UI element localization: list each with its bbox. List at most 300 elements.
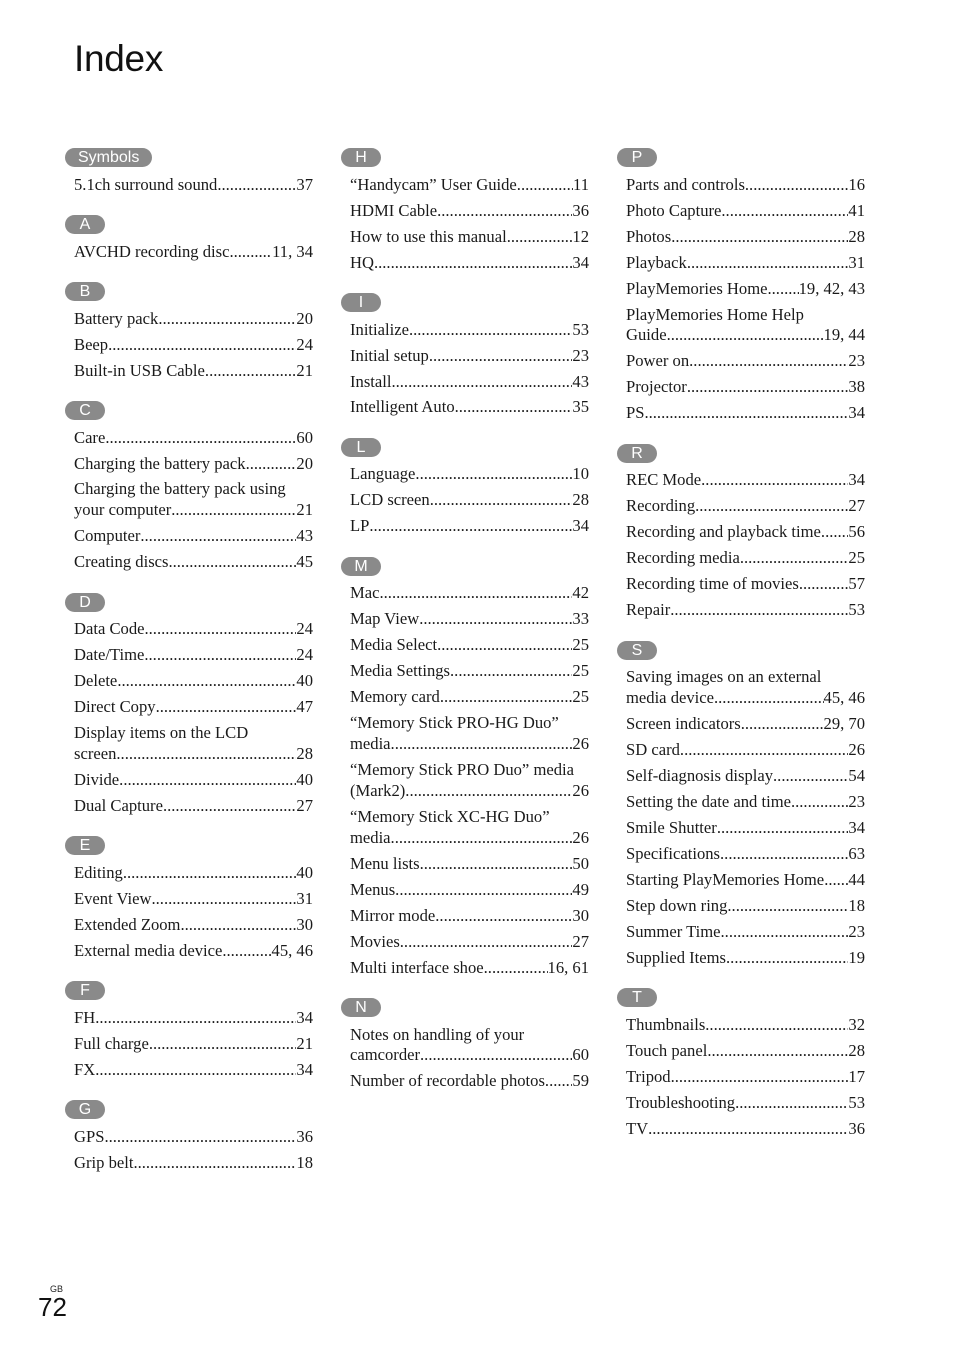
entry-term: PlayMemories Home bbox=[626, 278, 768, 298]
dot-leader bbox=[369, 516, 572, 537]
section-letter-badge: Symbols bbox=[65, 148, 152, 167]
dot-leader bbox=[391, 372, 572, 393]
entry-page-ref: 26 bbox=[572, 827, 589, 847]
dot-leader bbox=[745, 175, 849, 196]
entry-page-ref: 41 bbox=[848, 200, 865, 220]
dot-leader bbox=[140, 526, 296, 547]
entry-list bbox=[617, 172, 865, 427]
dot-leader bbox=[419, 609, 572, 630]
entry-list bbox=[341, 581, 589, 981]
entry-page-ref: 49 bbox=[572, 879, 589, 899]
dot-leader bbox=[821, 522, 848, 543]
dot-leader bbox=[484, 958, 548, 979]
entry-term: “Handycam” User Guide bbox=[350, 174, 517, 194]
entry-page-ref: 56 bbox=[848, 522, 865, 542]
section-letter-badge: B bbox=[65, 282, 105, 301]
index-entry bbox=[74, 767, 313, 793]
entry-term: Touch panel bbox=[626, 1040, 708, 1060]
entry-term: Language bbox=[350, 464, 416, 484]
index-entry bbox=[626, 520, 865, 546]
entry-page-ref: 50 bbox=[572, 853, 589, 873]
section-letter-badge: A bbox=[65, 215, 105, 234]
entry-page-ref: 57 bbox=[848, 574, 865, 594]
dot-leader bbox=[374, 253, 572, 274]
dot-leader bbox=[391, 828, 573, 849]
dot-leader bbox=[108, 335, 296, 356]
dot-leader bbox=[430, 490, 573, 511]
index-entry bbox=[626, 302, 865, 349]
entry-page-ref: 25 bbox=[572, 635, 589, 655]
entry-list bbox=[341, 1022, 589, 1095]
section-letter-badge: G bbox=[65, 1100, 105, 1119]
entry-page-ref: 26 bbox=[572, 734, 589, 754]
section-letter-badge: L bbox=[341, 438, 381, 457]
entry-page-ref: 36 bbox=[848, 1118, 865, 1138]
index-entry bbox=[350, 633, 589, 659]
section-letter-badge: D bbox=[65, 593, 105, 612]
entry-page-ref: 28 bbox=[848, 226, 865, 246]
index-entry bbox=[350, 224, 589, 250]
dot-leader bbox=[205, 361, 296, 382]
entry-term: Starting PlayMemories Home bbox=[626, 869, 825, 889]
entry-list bbox=[65, 239, 313, 265]
entry-term: Grip belt bbox=[74, 1152, 134, 1172]
entry-term: TV bbox=[626, 1118, 649, 1138]
index-section bbox=[617, 148, 867, 427]
dot-leader bbox=[420, 854, 573, 875]
dot-leader bbox=[217, 175, 296, 196]
index-entry bbox=[626, 276, 865, 302]
entry-term: Guide bbox=[626, 325, 667, 345]
entry-page-ref: 28 bbox=[848, 1040, 865, 1060]
entry-page-ref: 25 bbox=[572, 661, 589, 681]
index-entry bbox=[626, 867, 865, 893]
entry-page-ref: 24 bbox=[296, 619, 313, 639]
entry-term: Care bbox=[74, 427, 106, 447]
entry-term: Memory card bbox=[350, 687, 440, 707]
index-entry bbox=[350, 514, 589, 540]
entry-page-ref: 34 bbox=[296, 1059, 313, 1079]
entry-page-ref: 11, 34 bbox=[272, 241, 313, 261]
dot-leader bbox=[95, 1060, 296, 1081]
entry-term: HQ bbox=[350, 252, 374, 272]
dot-leader bbox=[670, 600, 848, 621]
index-entry bbox=[74, 912, 313, 938]
index-entry bbox=[350, 804, 589, 851]
entry-term: Recording media bbox=[626, 548, 740, 568]
dot-leader bbox=[391, 734, 573, 755]
index-entry bbox=[74, 332, 313, 358]
index-entry bbox=[626, 841, 865, 867]
entry-term: (Mark2) bbox=[350, 780, 406, 800]
entry-page-ref: 24 bbox=[296, 334, 313, 354]
entry-term: Dual Capture bbox=[74, 795, 163, 815]
entry-page-ref: 20 bbox=[296, 308, 313, 328]
entry-page-ref: 37 bbox=[296, 174, 313, 194]
entry-term: Full charge bbox=[74, 1033, 149, 1053]
dot-leader bbox=[740, 548, 849, 569]
dot-leader bbox=[648, 1119, 848, 1140]
index-entry bbox=[350, 581, 589, 607]
entry-page-ref: 34 bbox=[296, 1007, 313, 1027]
entry-page-ref: 16 bbox=[848, 174, 865, 194]
section-letter-badge: P bbox=[617, 148, 657, 167]
index-section bbox=[341, 557, 591, 981]
entry-term-line: Saving images on an external bbox=[626, 667, 822, 687]
entry-page-ref: 36 bbox=[296, 1126, 313, 1146]
entry-term: Specifications bbox=[626, 843, 721, 863]
index-entry bbox=[74, 239, 313, 265]
section-letter-badge: N bbox=[341, 998, 381, 1017]
index-entry bbox=[74, 1031, 313, 1057]
entry-term: Movies bbox=[350, 931, 400, 951]
index-entry bbox=[74, 1057, 313, 1083]
entry-page-ref: 44 bbox=[848, 869, 865, 889]
dot-leader bbox=[429, 346, 573, 367]
index-section bbox=[617, 641, 867, 972]
entry-page-ref: 42 bbox=[572, 583, 589, 603]
entry-term: Event View bbox=[74, 888, 152, 908]
entry-page-ref: 34 bbox=[572, 252, 589, 272]
index-entry bbox=[350, 462, 589, 488]
dot-leader bbox=[156, 697, 297, 718]
index-entry bbox=[626, 375, 865, 401]
index-entry bbox=[626, 893, 865, 919]
index-entry bbox=[626, 919, 865, 945]
entry-term: camcorder bbox=[350, 1045, 421, 1065]
dot-leader bbox=[117, 671, 296, 692]
entry-page-ref: 63 bbox=[848, 843, 865, 863]
dot-leader bbox=[415, 464, 572, 485]
entry-term-line: “Memory Stick PRO-HG Duo” bbox=[350, 713, 559, 733]
entry-term: LP bbox=[350, 516, 370, 536]
index-column-1 bbox=[65, 148, 315, 1193]
dot-leader bbox=[395, 880, 572, 901]
entry-page-ref: 21 bbox=[296, 500, 313, 520]
index-section bbox=[65, 215, 315, 265]
index-section bbox=[617, 988, 867, 1142]
index-entry bbox=[350, 929, 589, 955]
index-entry bbox=[626, 349, 865, 375]
index-entry bbox=[350, 607, 589, 633]
index-section bbox=[65, 981, 315, 1083]
dot-leader bbox=[440, 687, 573, 708]
entry-term: Creating discs bbox=[74, 552, 169, 572]
dot-leader bbox=[144, 645, 296, 666]
index-entry bbox=[626, 172, 865, 198]
index-entry bbox=[350, 317, 589, 343]
section-letter-badge: S bbox=[617, 641, 657, 660]
dot-leader bbox=[409, 320, 572, 341]
entry-term: your computer bbox=[74, 500, 172, 520]
entry-page-ref: 18 bbox=[848, 895, 865, 915]
entry-term: Computer bbox=[74, 526, 141, 546]
entry-term: Summer Time bbox=[626, 921, 721, 941]
entry-page-ref: 19, 42, 43 bbox=[798, 278, 865, 298]
section-letter-badge: T bbox=[617, 988, 657, 1007]
entry-page-ref: 20 bbox=[296, 453, 313, 473]
entry-term-line: Charging the battery pack using bbox=[74, 479, 286, 499]
entry-term: Photo Capture bbox=[626, 200, 722, 220]
dot-leader bbox=[104, 1127, 296, 1148]
entry-page-ref: 32 bbox=[848, 1014, 865, 1034]
entry-term: SD card bbox=[626, 739, 680, 759]
index-entry bbox=[350, 369, 589, 395]
entry-page-ref: 53 bbox=[572, 319, 589, 339]
dot-leader bbox=[727, 896, 848, 917]
index-entry bbox=[350, 198, 589, 224]
index-entry bbox=[350, 488, 589, 514]
entry-page-ref: 31 bbox=[848, 252, 865, 272]
entry-term: How to use this manual bbox=[350, 226, 507, 246]
entry-term-line: “Memory Stick XC-HG Duo” bbox=[350, 806, 550, 826]
entry-page-ref: 54 bbox=[848, 765, 865, 785]
dot-leader bbox=[437, 635, 572, 656]
index-entry bbox=[626, 198, 865, 224]
index-entry bbox=[626, 737, 865, 763]
dot-leader bbox=[695, 496, 848, 517]
entry-term: Smile Shutter bbox=[626, 817, 717, 837]
dot-leader bbox=[229, 242, 272, 263]
index-entry bbox=[350, 172, 589, 198]
page-title: Index bbox=[74, 38, 164, 79]
index-entry bbox=[74, 643, 313, 669]
entry-term: REC Mode bbox=[626, 470, 702, 490]
dot-leader bbox=[773, 766, 848, 787]
dot-leader bbox=[435, 906, 572, 927]
index-section bbox=[65, 148, 315, 198]
index-entry bbox=[350, 685, 589, 711]
index-entry bbox=[74, 550, 313, 576]
dot-leader bbox=[420, 1045, 572, 1066]
index-entry bbox=[626, 224, 865, 250]
entry-page-ref: 25 bbox=[848, 548, 865, 568]
entry-page-ref: 60 bbox=[572, 1045, 589, 1065]
entry-term: Divide bbox=[74, 769, 120, 789]
entry-term: Media Select bbox=[350, 635, 438, 655]
entry-page-ref: 26 bbox=[572, 780, 589, 800]
dot-leader bbox=[507, 227, 573, 248]
entry-list bbox=[65, 1124, 313, 1176]
section-letter-badge: F bbox=[65, 981, 105, 1000]
dot-leader bbox=[741, 714, 824, 735]
dot-leader bbox=[644, 403, 848, 424]
entry-page-ref: 25 bbox=[572, 687, 589, 707]
entry-term: Date/Time bbox=[74, 645, 145, 665]
dot-leader bbox=[824, 870, 848, 891]
entry-page-ref: 34 bbox=[848, 403, 865, 423]
entry-term: Parts and controls bbox=[626, 174, 745, 194]
dot-leader bbox=[133, 1153, 296, 1174]
region-code: GB bbox=[50, 1284, 64, 1294]
dot-leader bbox=[171, 500, 296, 521]
index-entry bbox=[626, 1038, 865, 1064]
dot-leader bbox=[222, 941, 271, 962]
index-entry bbox=[74, 1150, 313, 1176]
entry-term: media bbox=[350, 734, 391, 754]
entry-term: Charging the battery pack bbox=[74, 453, 246, 473]
index-entry bbox=[350, 343, 589, 369]
entry-page-ref: 59 bbox=[572, 1071, 589, 1091]
index-column-3 bbox=[617, 148, 867, 1159]
index-entry bbox=[74, 425, 313, 451]
entry-term: Photos bbox=[626, 226, 672, 246]
dot-leader bbox=[163, 796, 296, 817]
entry-list bbox=[341, 462, 589, 540]
entry-term: Initialize bbox=[350, 319, 409, 339]
index-section bbox=[65, 401, 315, 576]
dot-leader bbox=[437, 201, 572, 222]
entry-list bbox=[65, 425, 313, 576]
entry-term: media device bbox=[626, 687, 714, 707]
entry-page-ref: 24 bbox=[296, 645, 313, 665]
index-entry bbox=[74, 172, 313, 198]
index-entry bbox=[626, 815, 865, 841]
entry-term: Battery pack bbox=[74, 308, 159, 328]
entry-term: Recording time of movies bbox=[626, 574, 799, 594]
index-entry bbox=[74, 793, 313, 819]
dot-leader bbox=[705, 1015, 848, 1036]
entry-page-ref: 16, 61 bbox=[547, 957, 589, 977]
index-entry bbox=[350, 395, 589, 421]
entry-page-ref: 23 bbox=[848, 351, 865, 371]
section-letter-badge: C bbox=[65, 401, 105, 420]
dot-leader bbox=[158, 309, 296, 330]
entry-term: Playback bbox=[626, 252, 687, 272]
entry-page-ref: 21 bbox=[296, 360, 313, 380]
index-entry bbox=[74, 695, 313, 721]
entry-list bbox=[65, 306, 313, 384]
dot-leader bbox=[517, 175, 573, 196]
entry-term: Extended Zoom bbox=[74, 914, 181, 934]
entry-term: Thumbnails bbox=[626, 1014, 706, 1034]
index-column-2 bbox=[341, 148, 591, 1112]
entry-term: Troubleshooting bbox=[626, 1092, 736, 1112]
dot-leader bbox=[721, 201, 848, 222]
dot-leader bbox=[400, 932, 573, 953]
dot-leader bbox=[455, 397, 573, 418]
dot-leader bbox=[246, 454, 297, 475]
entry-page-ref: 43 bbox=[572, 371, 589, 391]
entry-term-line: Notes on handling of your bbox=[350, 1024, 525, 1044]
entry-page-ref: 43 bbox=[296, 526, 313, 546]
index-entry bbox=[350, 1022, 589, 1069]
section-letter-badge: H bbox=[341, 148, 381, 167]
entry-page-ref: 11 bbox=[573, 174, 589, 194]
entry-page-ref: 40 bbox=[296, 671, 313, 691]
entry-page-ref: 29, 70 bbox=[823, 713, 865, 733]
dot-leader bbox=[380, 583, 573, 604]
entry-page-ref: 33 bbox=[572, 609, 589, 629]
entry-page-ref: 47 bbox=[296, 697, 313, 717]
index-entry bbox=[74, 669, 313, 695]
index-entry bbox=[74, 477, 313, 524]
index-entry bbox=[74, 721, 313, 768]
index-entry bbox=[74, 617, 313, 643]
page-number: 72 bbox=[38, 1292, 67, 1322]
index-entry bbox=[74, 451, 313, 477]
dot-leader bbox=[105, 428, 296, 449]
entry-list bbox=[65, 860, 313, 964]
dot-leader bbox=[701, 470, 848, 491]
dot-leader bbox=[116, 744, 296, 765]
index-section bbox=[617, 444, 867, 624]
index-entry bbox=[626, 1116, 865, 1142]
dot-leader bbox=[687, 253, 849, 274]
entry-term: Mirror mode bbox=[350, 905, 436, 925]
entry-term: Projector bbox=[626, 377, 687, 397]
entry-page-ref: 30 bbox=[296, 914, 313, 934]
entry-term: Multi interface shoe bbox=[350, 957, 484, 977]
dot-leader bbox=[689, 351, 848, 372]
entry-page-ref: 34 bbox=[848, 817, 865, 837]
entry-term: Menu lists bbox=[350, 853, 420, 873]
index-entry bbox=[626, 945, 865, 971]
entry-term: Built-in USB Cable bbox=[74, 360, 205, 380]
entry-term: External media device bbox=[74, 940, 223, 960]
entry-term: Supplied Items bbox=[626, 947, 727, 967]
entry-term: Power on bbox=[626, 351, 690, 371]
dot-leader bbox=[667, 325, 824, 346]
dot-leader bbox=[680, 740, 848, 761]
entry-page-ref: 27 bbox=[848, 496, 865, 516]
entry-term: Map View bbox=[350, 609, 420, 629]
entry-term: HDMI Cable bbox=[350, 200, 438, 220]
entry-term: Media Settings bbox=[350, 661, 451, 681]
index-entry bbox=[626, 789, 865, 815]
index-entry bbox=[626, 250, 865, 276]
dot-leader bbox=[119, 770, 296, 791]
index-entry bbox=[350, 851, 589, 877]
dot-leader bbox=[687, 377, 849, 398]
index-entry bbox=[74, 886, 313, 912]
entry-list bbox=[617, 468, 865, 624]
entry-term: screen bbox=[74, 743, 117, 763]
entry-list bbox=[617, 1012, 865, 1142]
index-entry bbox=[74, 306, 313, 332]
dot-leader bbox=[180, 915, 296, 936]
entry-page-ref: 53 bbox=[848, 1092, 865, 1112]
index-entry bbox=[626, 665, 865, 712]
dot-leader bbox=[717, 818, 849, 839]
dot-leader bbox=[671, 1067, 849, 1088]
entry-term: PS bbox=[626, 403, 645, 423]
index-entry bbox=[350, 758, 589, 805]
entry-page-ref: 60 bbox=[296, 427, 313, 447]
section-letter-badge: I bbox=[341, 293, 381, 312]
entry-page-ref: 45 bbox=[296, 552, 313, 572]
index-entry bbox=[350, 711, 589, 758]
entry-term: Initial setup bbox=[350, 345, 429, 365]
index-entry bbox=[626, 1012, 865, 1038]
entry-term: Install bbox=[350, 371, 392, 391]
entry-page-ref: 38 bbox=[848, 377, 865, 397]
entry-list bbox=[617, 665, 865, 972]
entry-page-ref: 23 bbox=[572, 345, 589, 365]
index-entry bbox=[74, 1124, 313, 1150]
entry-page-ref: 18 bbox=[296, 1152, 313, 1172]
index-entry bbox=[74, 860, 313, 886]
dot-leader bbox=[768, 279, 799, 300]
entry-page-ref: 40 bbox=[296, 862, 313, 882]
index-entry bbox=[626, 598, 865, 624]
dot-leader bbox=[671, 227, 848, 248]
dot-leader bbox=[720, 844, 848, 865]
entry-page-ref: 53 bbox=[848, 600, 865, 620]
index-entry bbox=[74, 938, 313, 964]
entry-page-ref: 34 bbox=[572, 516, 589, 536]
index-section bbox=[65, 1100, 315, 1176]
